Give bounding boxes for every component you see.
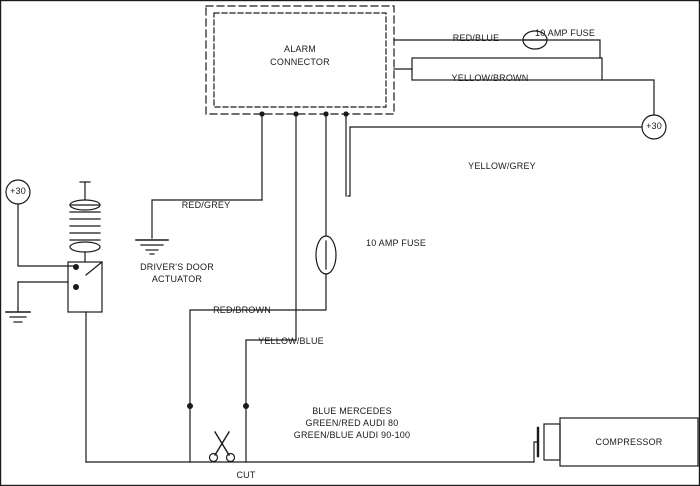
actuator-terminal-1 xyxy=(73,264,79,270)
label-red-blue: RED/BLUE xyxy=(452,33,500,43)
label-door-actuator-line2: ACTUATOR xyxy=(151,274,203,284)
alarm-connector-label-line2: CONNECTOR xyxy=(270,57,330,67)
junction-dot-red-brown xyxy=(187,403,193,409)
label-red-grey: RED/GREY xyxy=(181,200,231,210)
compressor-neck xyxy=(544,424,560,460)
wire-yellow-blue xyxy=(246,340,296,462)
actuator-terminal-2 xyxy=(73,284,79,290)
pin-dot-1 xyxy=(259,111,264,116)
cut-scissors-icon xyxy=(210,432,235,462)
label-red-brown: RED/BROWN xyxy=(213,305,271,315)
label-center-note-line2: GREEN/RED AUDI 80 xyxy=(305,418,399,428)
pin-dot-3 xyxy=(323,111,328,116)
label-plus30-right: +30 xyxy=(646,121,662,131)
label-fuse-top: 10 AMP FUSE xyxy=(535,28,596,38)
wire-plus30-left-to-actuator xyxy=(18,204,74,266)
junction-dot-yellow-blue xyxy=(243,403,249,409)
label-cut: CUT xyxy=(236,470,256,480)
label-plus30-left: +30 xyxy=(10,186,26,196)
alarm-connector-label-line1: ALARM xyxy=(283,44,317,54)
label-center-note-line3: GREEN/BLUE AUDI 90-100 xyxy=(293,430,411,440)
pin-dot-2 xyxy=(293,111,298,116)
pin-dot-4 xyxy=(343,111,348,116)
label-yellow-grey: YELLOW/GREY xyxy=(468,161,536,171)
wire-plus30-right-to-fuse xyxy=(602,80,654,115)
actuator-switch-blade xyxy=(86,262,102,275)
actuator-bellows-bottom xyxy=(70,242,100,252)
label-yellow-blue: YELLOW/BLUE xyxy=(258,336,324,346)
label-fuse-mid: 10 AMP FUSE xyxy=(366,238,427,248)
label-door-actuator-line1: DRIVER'S DOOR xyxy=(140,262,214,272)
compressor-label: COMPRESSOR xyxy=(595,437,663,447)
label-center-note-line1: BLUE MERCEDES xyxy=(312,406,392,416)
label-yellow-brown: YELLOW/BROWN xyxy=(451,73,529,83)
